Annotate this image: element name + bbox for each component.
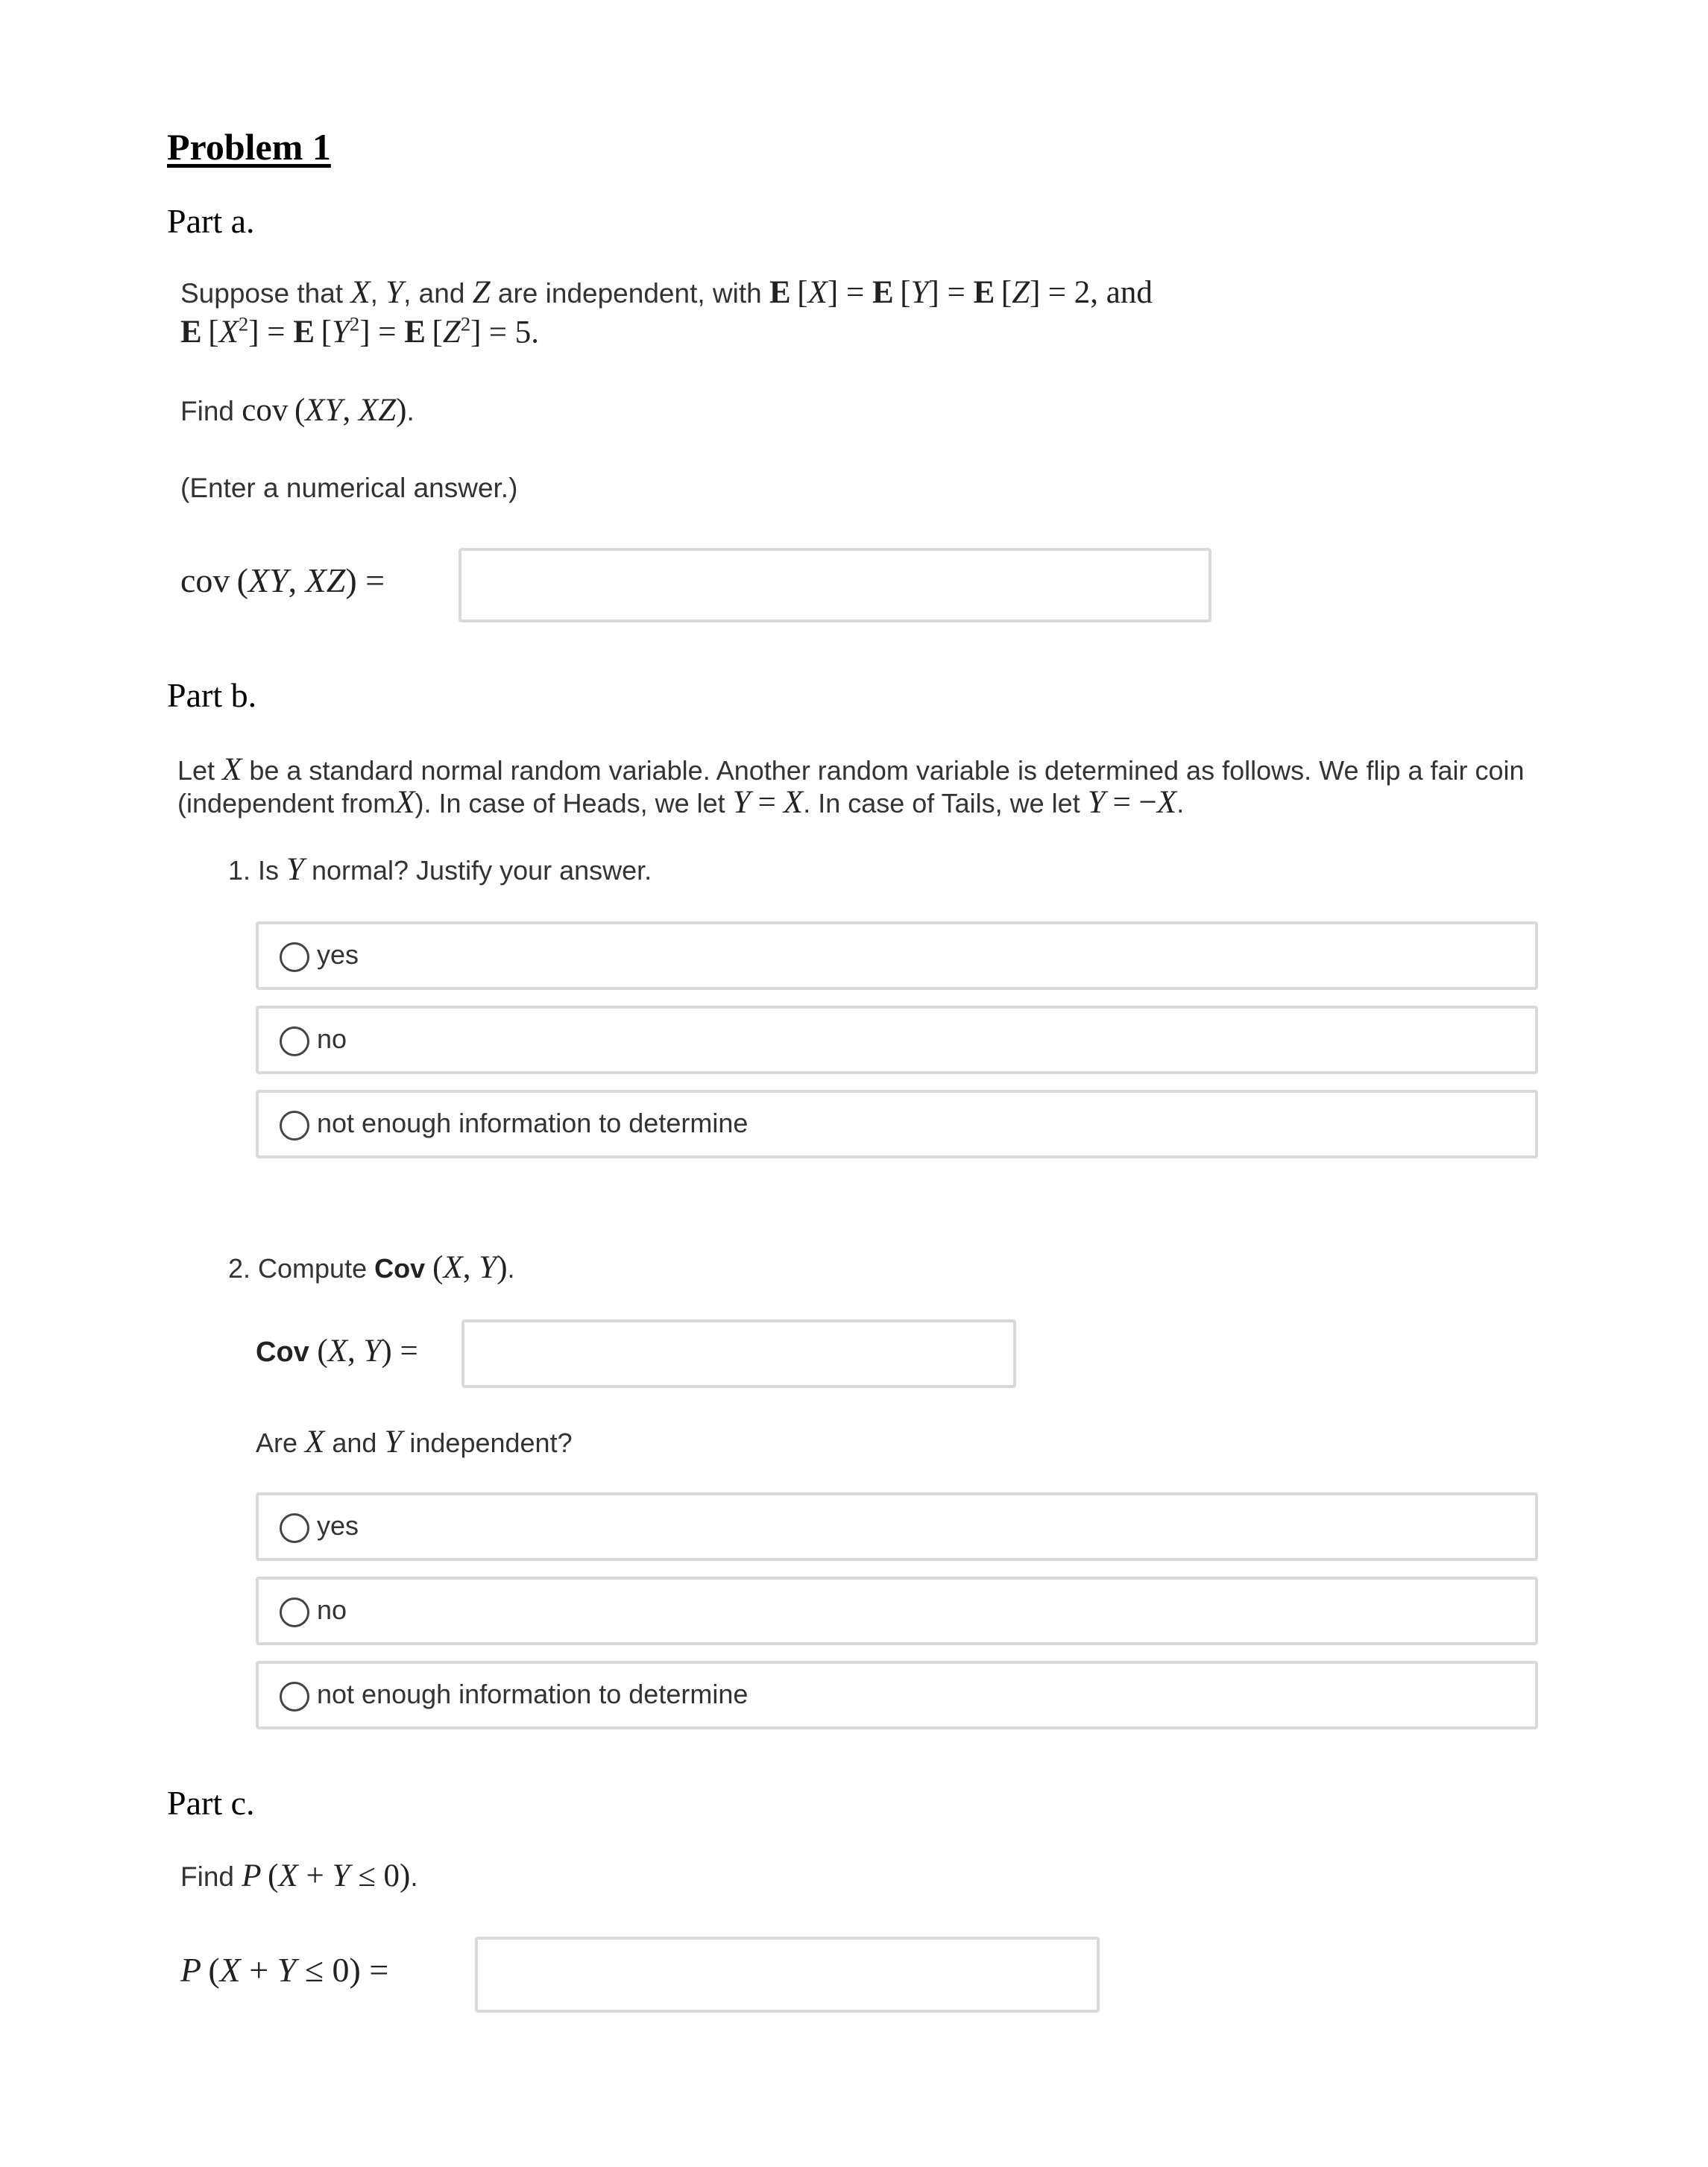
option-label: no: [317, 1595, 347, 1625]
part-a-heading: Part a.: [167, 202, 255, 240]
radio-button[interactable]: [280, 1513, 309, 1543]
part-b-text-2b: ). In case of Heads, we let: [415, 788, 725, 818]
independence-prefix: Are: [256, 1428, 298, 1458]
part-b-statement-line1: Let X be a standard normal random variable. Another random variable is determined as follows. We flip a fair coin: [177, 752, 1525, 787]
part-a-answer-equals: =: [365, 561, 385, 599]
question-2-tail: .: [507, 1253, 515, 1284]
second-moment-equalities: E $[X^2] = E$ $[Y^2] = E$ $[Z^2]$: [180, 313, 482, 350]
independence-question: Are X and Y independent?: [256, 1425, 573, 1460]
cov-label: Cov: [256, 1337, 309, 1368]
part-a-find-tail: .: [406, 396, 415, 426]
question-1-prefix: 1. Is: [228, 855, 280, 886]
q1-option-not-enough-info[interactable]: [256, 1090, 1538, 1158]
part-b-text-1b: be a standard normal random variable. Another random variable is determined as follows. We flip a fair coin: [249, 755, 1525, 786]
q1-option-yes[interactable]: [256, 921, 1538, 990]
part-b-statement-line2: (independent fromX). In case of Heads, we let Y = X. In case of Tails, we let Y = −X.: [177, 785, 1185, 820]
part-b-text-2d: .: [1176, 788, 1185, 818]
part-b-heading: Part b.: [167, 676, 257, 714]
part-a-answer-label: cov (XY, XZ) =: [180, 561, 385, 599]
part-a-intro-2: are independent, with: [497, 278, 762, 309]
question-2-prefix: 2. Compute: [228, 1253, 368, 1284]
second-moment-value: = 5.: [488, 315, 540, 350]
part-a-answer-input[interactable]: [458, 548, 1211, 622]
question-2-cov: Cov: [374, 1253, 426, 1284]
part-a-hint: (Enter a numerical answer.): [180, 473, 518, 503]
part-b-text-2a: (independent from: [177, 788, 396, 818]
part-c-find-label: Find: [180, 1861, 234, 1892]
part-a-find: [180, 392, 415, 429]
independence-and: and: [332, 1428, 377, 1458]
problem-title: Problem 1: [167, 126, 331, 168]
part-b-text-2c: . In case of Tails, we let: [803, 788, 1080, 818]
option-label: yes: [317, 939, 359, 970]
radio-button[interactable]: [280, 1682, 309, 1712]
part-a-intro-1: Suppose that: [180, 278, 344, 309]
cov-answer-input[interactable]: [461, 1319, 1016, 1388]
part-c-find: [180, 1858, 418, 1894]
expectation-equalities: E [X] = E [Y] = E [Z]: [769, 275, 1041, 310]
part-c-heading: Part c.: [167, 1784, 255, 1822]
option-label: not enough information to determine: [317, 1679, 749, 1709]
part-a-statement-line1: Suppose that X, Y, and Z are independent, with E [X] = E [Y] = E [Z] = 2, and: [180, 275, 1153, 310]
option-label: not enough information to determine: [317, 1108, 749, 1138]
indep-option-no[interactable]: [256, 1577, 1538, 1645]
part-c-find-expression: P (X + Y ≤ 0): [242, 1858, 411, 1893]
q1-option-no[interactable]: [256, 1006, 1538, 1074]
radio-button[interactable]: [280, 1597, 309, 1627]
option-label: yes: [317, 1510, 359, 1541]
part-c-find-tail: .: [410, 1861, 418, 1892]
indep-option-yes[interactable]: [256, 1492, 1538, 1561]
option-label: no: [317, 1023, 347, 1054]
part-c-answer-label: P (X + Y ≤ 0) =: [180, 1951, 389, 1989]
question-1-suffix: normal? Justify your answer.: [311, 855, 652, 886]
part-a-find-label: Find: [180, 396, 234, 426]
indep-option-not-enough-info[interactable]: [256, 1661, 1538, 1729]
part-a-find-expression: cov (XY, XZ): [242, 393, 407, 428]
question-2: 2. Compute Cov (X, Y).: [228, 1250, 515, 1285]
part-c-answer-input[interactable]: [475, 1937, 1100, 2013]
part-a-intro-and: and: [418, 278, 465, 309]
radio-button[interactable]: [280, 942, 309, 972]
question-1: 1. Is Y normal? Justify your answer.: [228, 852, 652, 887]
cov-answer-label: Cov (X, Y) =: [256, 1334, 418, 1369]
independence-suffix: independent?: [409, 1428, 573, 1458]
part-a-statement-line2: [180, 313, 539, 350]
part-a-intro-3: = 2, and: [1047, 275, 1153, 310]
radio-button[interactable]: [280, 1111, 309, 1141]
radio-button[interactable]: [280, 1026, 309, 1056]
part-b-text-1a: Let: [177, 755, 215, 786]
